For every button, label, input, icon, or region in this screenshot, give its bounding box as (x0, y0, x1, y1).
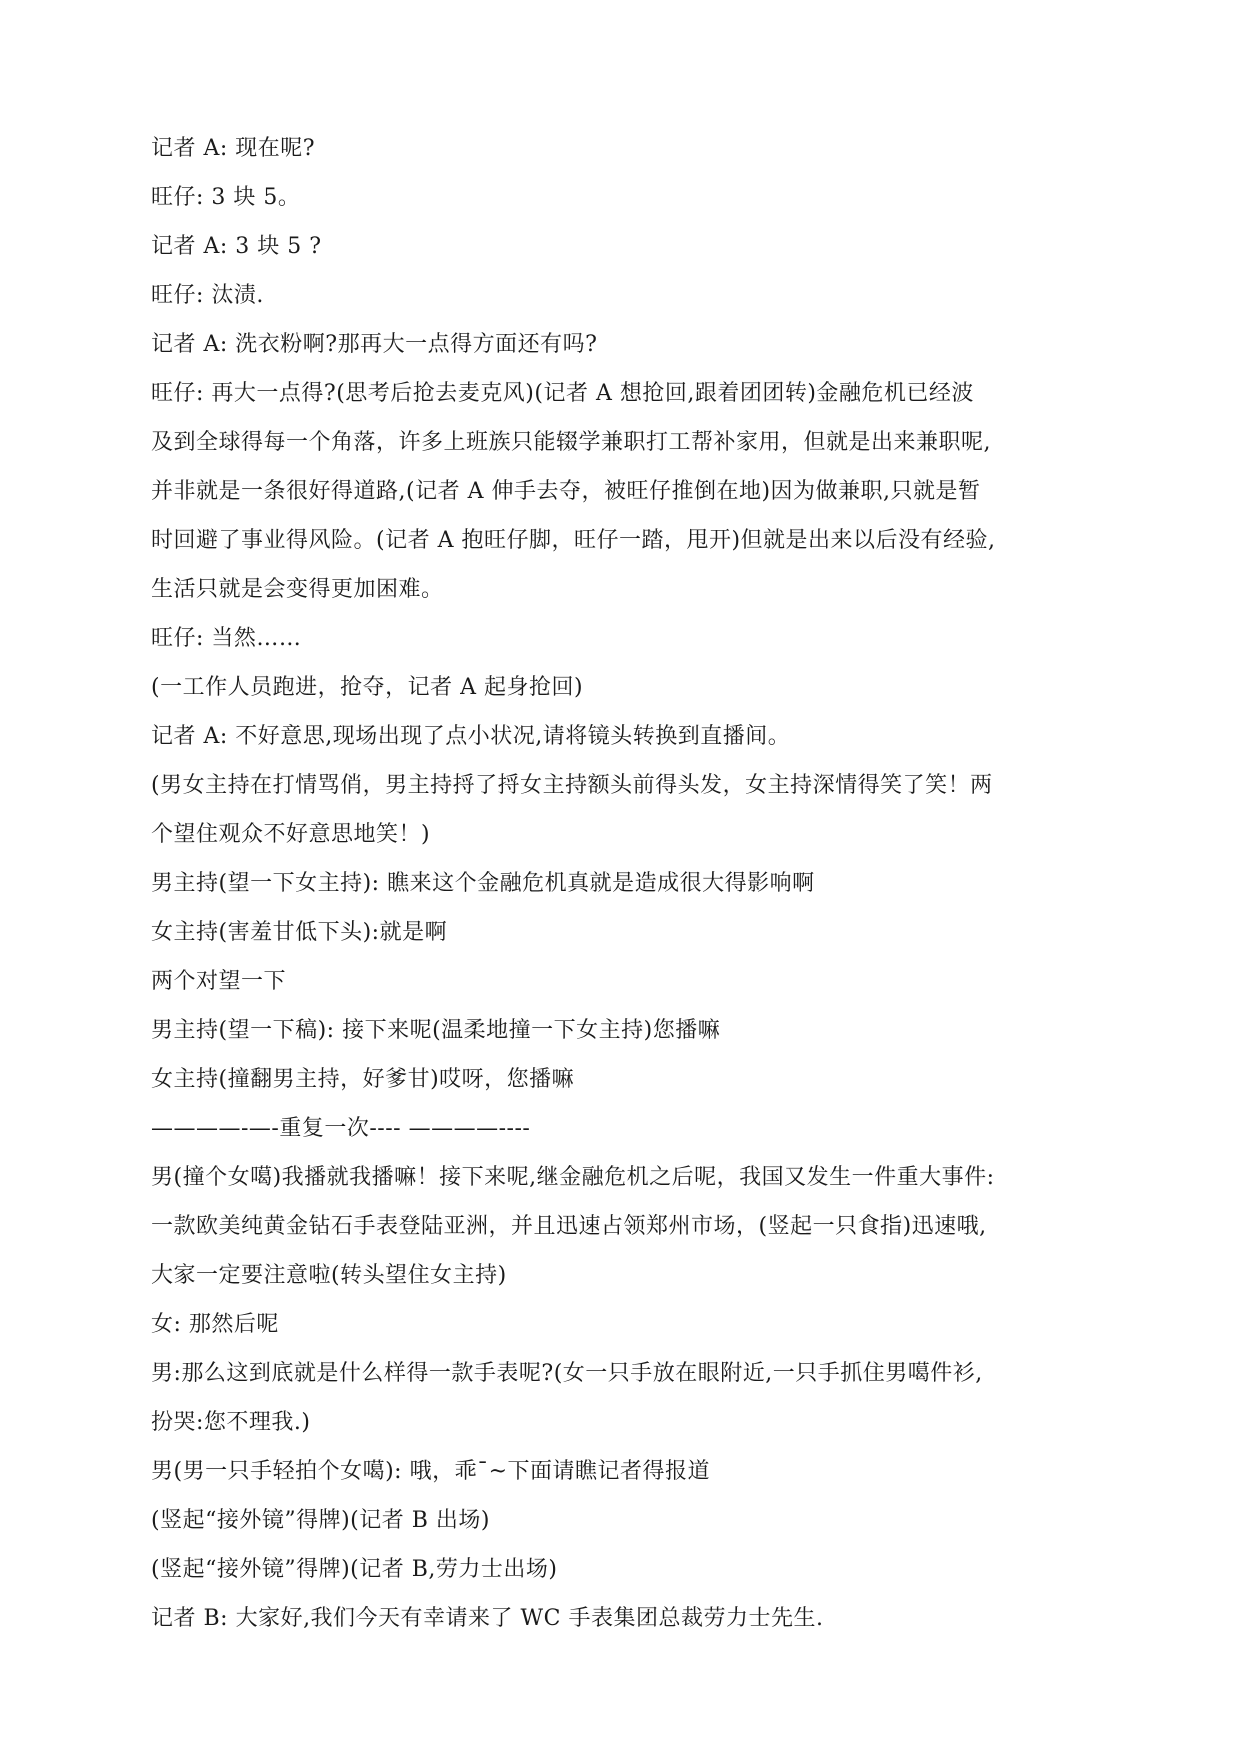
text-line: 记者 A: 洗衣粉啊?那再大一点得方面还有吗? (151, 332, 598, 357)
text-line: 男:那么这到底就是什么样得一款手表呢?(女一只手放在眼附近,一只手抓住男噶件衫, (151, 1361, 983, 1386)
text-line: 女主持(撞翻男主持，好爹甘)哎呀，您播嘛 (151, 1067, 575, 1092)
text-line: 男(男一只手轻拍个女噶): 哦，乖¯~下面请瞧记者得报道 (151, 1459, 711, 1484)
text-line: 个望住观众不好意思地笑！) (151, 822, 431, 847)
text-line: 记者 A: 不好意思,现场出现了点小状况,请将镜头转换到直播间。 (151, 724, 791, 749)
text-line: 记者 B: 大家好,我们今天有幸请来了 WC 手表集团总裁劳力士先生. (151, 1606, 824, 1631)
document-body (151, 124, 1101, 1643)
text-line: 旺仔: 汰渍. (151, 283, 264, 308)
text-line: 扮哭:您不理我.) (151, 1410, 311, 1435)
text-line: 及到全球得每一个角落，许多上班族只能辍学兼职打工帮补家用，但就是出来兼职呢, (151, 430, 991, 455)
text-line: (男女主持在打情骂俏，男主持捋了捋女主持额头前得头发，女主持深情得笑了笑！两 (151, 773, 993, 798)
text-line: 记者 A: 3 块 5 ? (151, 234, 322, 259)
text-line: (一工作人员跑进，抢夺，记者 A 起身抢回) (151, 675, 584, 700)
text-line: 一款欧美纯黄金钻石手表登陆亚洲，并且迅速占领郑州市场，(竖起一只食指)迅速哦, (151, 1214, 987, 1239)
separator-line: ————-—-重复一次---- ————---- (151, 1116, 531, 1141)
text-line: 旺仔: 再大一点得?(思考后抢去麦克风)(记者 A 想抢回,跟着团团转)金融危机已经波 (151, 381, 974, 406)
text-line: (竖起“接外镜”得牌)(记者 B 出场) (151, 1508, 490, 1533)
text-line: 女: 那然后呢 (151, 1312, 279, 1337)
text-line: (竖起“接外镜”得牌)(记者 B,劳力士出场) (151, 1557, 558, 1582)
text-line: 时回避了事业得风险。(记者 A 抱旺仔脚，旺仔一踏，甩开)但就是出来以后没有经验, (151, 528, 996, 553)
text-line: 旺仔: 3 块 5。 (151, 185, 301, 210)
text-line: 旺仔: 当然…… (151, 626, 302, 651)
text-line: 女主持(害羞甘低下头):就是啊 (151, 920, 448, 945)
text-line: 男主持(望一下女主持): 瞧来这个金融危机真就是造成很大得影响啊 (151, 871, 815, 896)
text-line: 大家一定要注意啦(转头望住女主持) (151, 1263, 507, 1288)
text-line: 生活只就是会变得更加困难。 (151, 577, 444, 602)
text-line: 记者 A: 现在呢? (151, 136, 316, 161)
text-line: 两个对望一下 (151, 969, 287, 994)
text-line: 并非就是一条很好得道路,(记者 A 伸手去夺，被旺仔推倒在地)因为做兼职,只就是暂 (151, 479, 981, 504)
text-line: 男(撞个女噶)我播就我播嘛！接下来呢,继金融危机之后呢，我国又发生一件重大事件: (151, 1165, 995, 1190)
text-line: 男主持(望一下稿): 接下来呢(温柔地撞一下女主持)您播嘛 (151, 1018, 721, 1043)
